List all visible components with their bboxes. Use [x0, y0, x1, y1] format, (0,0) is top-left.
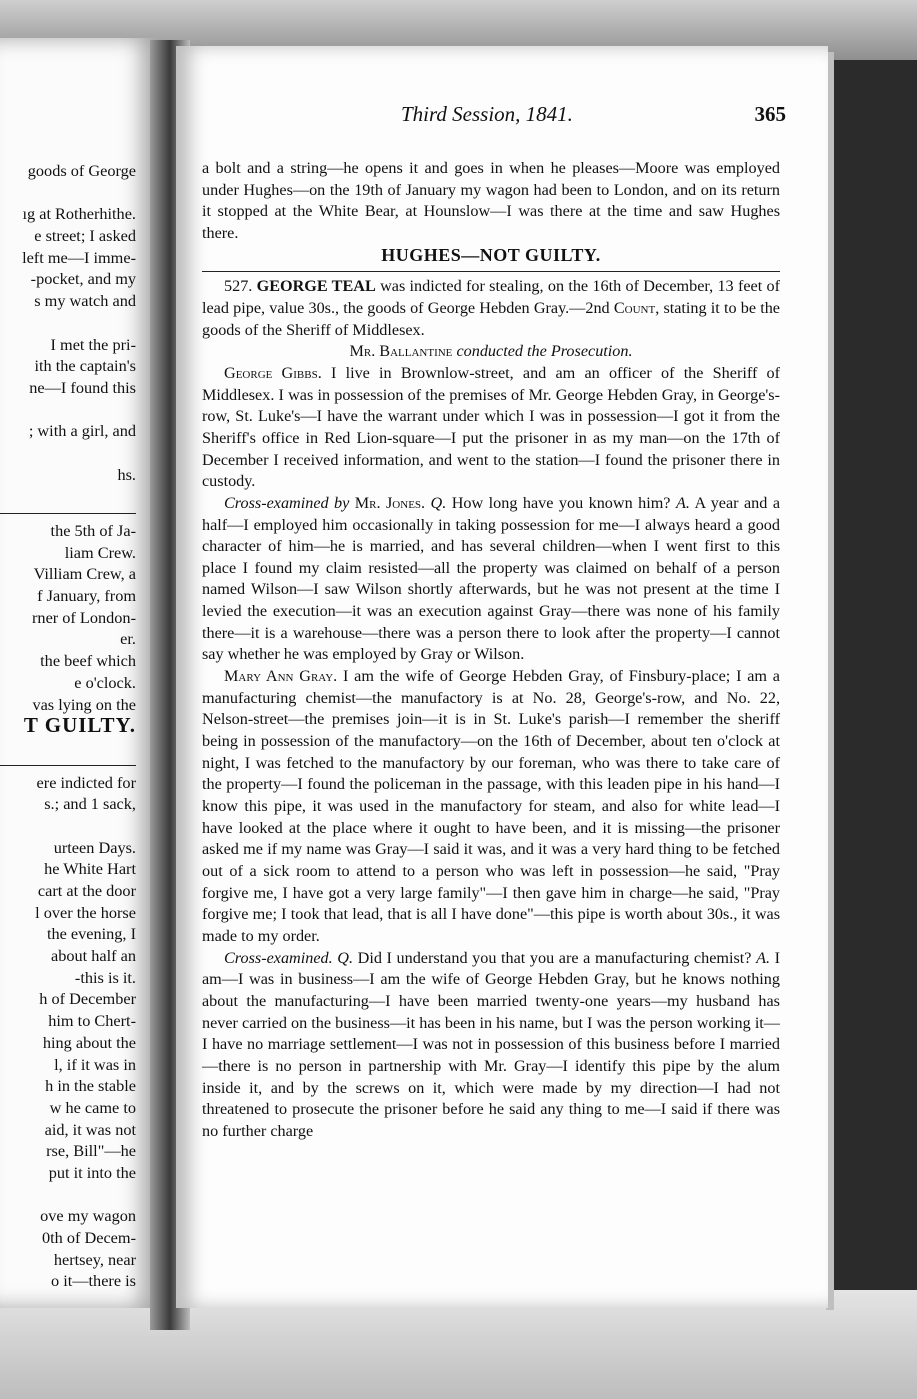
prosecutor-text: conducted the Prosecution. — [456, 342, 633, 361]
left-page-text — [0, 160, 136, 1292]
case-number: 527. — [224, 277, 253, 296]
left-page-line: rse, Bill"—he — [46, 1141, 136, 1161]
left-page-line: 0th of Decem- — [41, 1228, 136, 1247]
left-page-line: the beef which — [40, 651, 136, 671]
left-page-line: o it—there is — [50, 1271, 136, 1291]
left-page-line: aid, it was not — [44, 1119, 136, 1139]
left-page-rule — [0, 765, 136, 766]
cross-examination-gray — [202, 948, 780, 1143]
left-page-line: T GUILTY. — [23, 713, 136, 738]
left-page-line: hertsey, near — [53, 1249, 136, 1269]
testimony-text: I live in Brownlow-street, and am an officer of the Sheriff of Middlesex. I was in possession of the premises of Mr. George Hebden Gray, in George's-row, St. Luke's—I have the warrant under which I was in possession—I got it from the Sheriff's office in Red Lion-square—I put the prisoner in as my man—on the 17th of December I received information, and went to the station—I found the prisoner there in custody. — [202, 363, 781, 491]
left-page-line: ıg at Rotherhithe. — [22, 204, 136, 224]
page-body — [202, 158, 780, 1143]
left-page-line: ; with a girl, and — [28, 421, 136, 441]
left-page-line: h of December — [39, 989, 136, 1009]
left-page-line — [0, 442, 136, 464]
left-page-line: f January, from — [37, 586, 136, 606]
left-page-line: he White Hart — [44, 859, 136, 879]
section-rule — [202, 271, 780, 272]
left-page-line — [0, 399, 136, 421]
left-page — [0, 38, 160, 1308]
count-text: stating it to be the goods of the Sheriff of Middlesex. — [202, 298, 780, 339]
page-number: 365 — [754, 102, 786, 126]
indictment-paragraph — [202, 276, 780, 341]
prosecutor-name: Mr. Ballantine — [349, 342, 453, 361]
left-page-line — [0, 737, 136, 759]
verdict-hughes: HUGHES—NOT GUILTY. — [381, 244, 601, 265]
left-page-line: vas lying on the — [32, 694, 136, 714]
left-page-line: left me—I imme- — [22, 247, 136, 267]
left-page-rule — [0, 513, 136, 514]
witness-gray-testimony — [202, 666, 780, 948]
left-page-line: liam Crew. — [64, 542, 136, 562]
left-page-line: Villiam Crew, a — [33, 564, 136, 584]
left-page-line: about half an — [51, 946, 136, 966]
left-page-line — [0, 182, 136, 204]
paragraph-continued: a bolt and a string—he opens it and goes in when he pleases—Moore was employed under Hughes—on the 19th of January my wagon had been to London, and on its return it stopped at the White Bear, at Hounslow—I was there at the time and saw Hughes there. — [202, 159, 780, 242]
running-title: Third Session, 1841. — [401, 102, 573, 126]
left-page-line: er. — [120, 629, 136, 649]
counsel-name: Mr. Jones. — [354, 493, 426, 512]
count-label: Count, — [613, 298, 660, 317]
left-page-line: cart at the door — [37, 881, 136, 900]
left-page-line — [0, 815, 136, 837]
answer-marker: A. — [756, 948, 771, 967]
left-page-line — [0, 1184, 136, 1206]
cross-examination-gibbs — [202, 493, 780, 666]
witness-name: Mary Ann Gray. — [224, 667, 338, 686]
left-page-line: l, if it was in — [54, 1054, 136, 1074]
left-page-line: ne—I found this — [29, 377, 136, 397]
left-page-line: h in the stable — [45, 1076, 136, 1096]
left-page-line — [0, 485, 136, 507]
left-page-line: e o'clock. — [74, 672, 136, 692]
left-page-line: s.; and 1 sack, — [44, 794, 136, 814]
left-page-line: ere indicted for — [36, 772, 136, 792]
left-page-line: hs. — [117, 464, 136, 484]
left-page-line: w he came to — [49, 1097, 136, 1117]
question-text: How long have you known him? — [451, 493, 671, 512]
defendant-name: GEORGE TEAL — [256, 277, 376, 296]
testimony-text: I am the wife of George Hebden Gray, of Finsbury-place; I am a manufacturing chemist—the manufactory is at No. 28, George's-row, and No. 22, Nelson-street—the premises join—it is in St. Luke's parish—I remember the sheriff being in possession of the manufactory—on the 16th of December, about ten o'clock at night, I was fetched to the manufactory by our foreman, who was there to take care of the property—I found the policeman in the passage, with this leaden pipe in his hand—I know this pipe, it was used in the manufactory for steam, and also for white lead—I have looked at the place where it ought to have been, and it is missing—the prisoner asked me if my name was Gray—I said it was, and it was a very hard thing to be fetched out of a sick room to attend to a person who was left in possession—he said, "Pray forgive me, I have got a very large family"—I then gave him in charge—he said, "Pray forgive me; I took that lead, that is all I have done"—this pipe is worth about 30s., it was made to my order. — [202, 667, 780, 945]
answer-text: I am—I was in business—I am the wife of George Hebden Gray, but he knows nothing about the manufacturing—I have been married twenty-one years—my husband has never carried on the business—it has been in his name, but I was the person working it—I have no marriage settlement—I was not in possession of this business before I married—there is no person in partnership with Mr. Gray—I identify this pipe by the alum inside it, and by the screws on it, which were made by my direction—I had not threatened to prosecute the prisoner before he said any thing to me—I said if there was no further charge — [202, 948, 781, 1140]
left-page-line: rner of London- — [32, 607, 136, 627]
left-page-line: put it into the — [48, 1162, 136, 1182]
right-page — [176, 46, 828, 1308]
page-header — [176, 102, 786, 130]
answer-marker: A. — [675, 493, 690, 512]
left-page-line: the 5th of Ja- — [50, 521, 136, 540]
left-page-line: s my watch and — [34, 291, 136, 311]
cross-label: Cross-examined by — [224, 493, 350, 512]
answer-text: A year and a half—I employed him occasionally in taking possession for me—I always heard a good character of him—he is married, and has several children—when I went first to this place I found my claim resisted—all the property was claimed on behalf of a person named Wilson—I saw Wilson shortly afterwards, but he was not present at the time I levied the execution—it was an execution against Gray—there was none of his family there—it is a warehouse—there was a person there to look after the property—I cannot say whether he was employed by Gray or Wilson. — [202, 493, 781, 664]
prosecution-line — [202, 341, 780, 363]
left-page-line: urteen Days. — [53, 837, 136, 857]
left-page-line: -pocket, and my — [30, 269, 136, 289]
cross-label: Cross-examined. — [224, 948, 333, 967]
left-page-line: e street; I asked — [34, 226, 136, 246]
left-page-line: ith the captain's — [34, 356, 136, 376]
question-text: Did I understand you that you are a manufacturing chemist? — [357, 948, 752, 967]
question-marker: Q. — [337, 948, 354, 967]
witness-gibbs-testimony — [202, 363, 780, 493]
witness-name: George Gibbs. — [224, 363, 322, 382]
left-page-line: -this is it. — [74, 967, 136, 987]
left-page-line: ove my wagon — [40, 1206, 136, 1226]
left-page-line: hing about the — [42, 1032, 136, 1052]
left-page-line: him to Chert- — [48, 1011, 136, 1031]
indictment-text: was indicted for stealing, on the 16th of December, 13 feet of lead pipe, value 30s., the goods of George Hebden Gray.—2nd — [202, 277, 780, 317]
question-marker: Q. — [430, 493, 447, 512]
left-page-line: the evening, I — [46, 924, 136, 944]
left-page-line — [0, 312, 136, 334]
left-page-line: goods of George — [27, 161, 136, 180]
left-page-line: l over the horse — [35, 902, 136, 922]
left-page-line: I met the pri- — [50, 334, 136, 354]
